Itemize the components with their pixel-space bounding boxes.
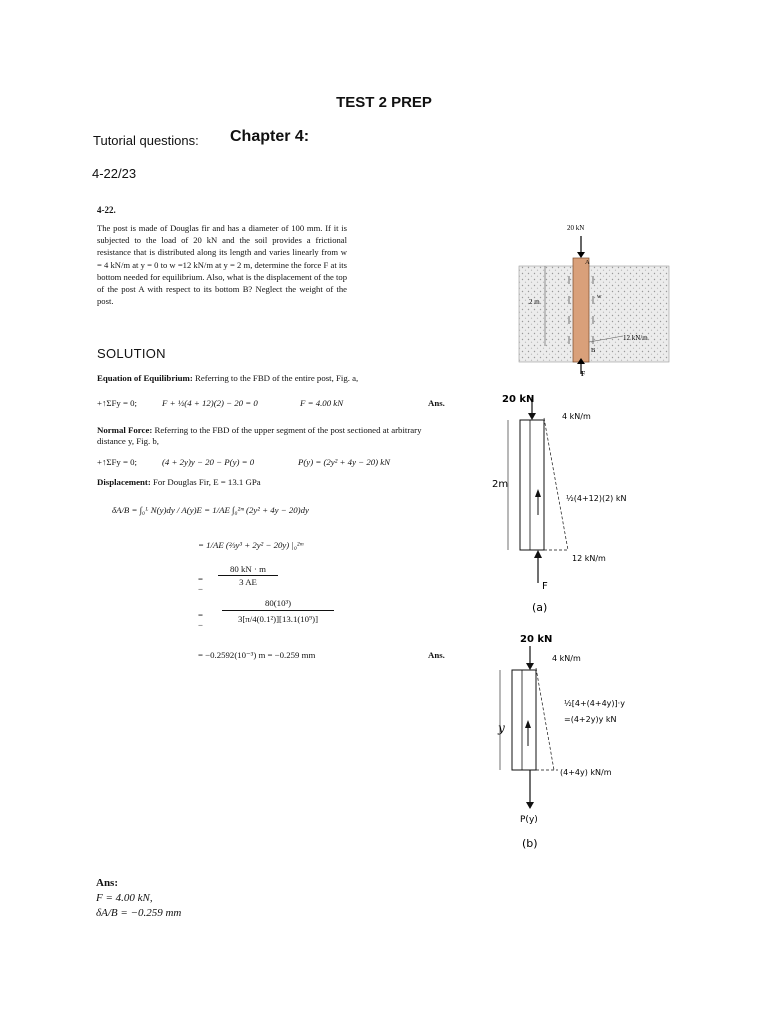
post-length-label: 2 m — [529, 298, 540, 306]
page-title: TEST 2 PREP — [336, 94, 432, 111]
fbd-b-figure — [490, 628, 710, 858]
fbd-b-label-p: P(y) — [520, 815, 538, 825]
fbd-b-resultant-1: ½[4+(4+4y)]·y — [564, 699, 625, 708]
tutorial-label: Tutorial questions: — [93, 133, 199, 148]
final-answer — [96, 876, 181, 921]
eq1-result: F = 4.00 kN — [300, 398, 344, 408]
fbd-a-label-f: F — [542, 581, 548, 592]
disp-eq-1: δA/B = ∫₀ᴸ N(y)dy / A(y)E = 1/AE ∫₀²ᵐ (2y² + 4y − 20)dy — [112, 505, 309, 515]
eq1-lhs: F + ½(4 + 12)(2) − 20 = 0 — [162, 398, 258, 408]
fbd-b-resultant-2: =(4+2y)y kN — [564, 715, 617, 724]
fbd-a-top-w: 4 kN/m — [562, 412, 591, 421]
eq1-sum: +↑ΣFy = 0; — [97, 398, 137, 408]
normal-force-intro — [97, 425, 447, 447]
disp-eq-2: = 1/AE (⅔y³ + 2y² − 20y) |₀²ᵐ — [198, 540, 304, 550]
normal-force-title: Normal Force: — [97, 425, 153, 435]
disp-eq-3-den: 3 AE — [218, 575, 278, 587]
fbd-a-caption: (a) — [532, 601, 548, 614]
fbd-a-length: 2m — [492, 479, 509, 490]
post-label-f: F — [581, 370, 586, 378]
disp-eq-4-den: 3[π/4(0.1²)][13.1(10⁹)] — [222, 610, 334, 624]
post-label-a: A — [585, 259, 590, 266]
fbd-b-top-w: 4 kN/m — [552, 654, 581, 663]
post — [573, 258, 589, 362]
ans-label-2: Ans. — [428, 650, 445, 660]
ans-label-1: Ans. — [428, 398, 445, 408]
post-label-b: B — [591, 347, 596, 354]
chapter-heading: Chapter 4: — [230, 128, 310, 145]
equilibrium-intro — [97, 373, 358, 383]
equilibrium-text: Referring to the FBD of the entire post, Fig. a, — [195, 373, 359, 383]
displacement-title: Displacement: — [97, 477, 151, 487]
normal-force-text: Referring to the FBD of the upper segment of the post sectioned at arbitrary distance y, Fig. b, — [97, 425, 422, 446]
post-load-label: 20 kN — [567, 224, 585, 232]
problem-range: 4-22/23 — [92, 166, 137, 181]
fbd-b-load-label: 20 kN — [520, 634, 553, 645]
fbd-a-bottom-w: 12 kN/m — [572, 554, 606, 563]
post-figure — [515, 218, 675, 378]
disp-eq-3-num: 80 kN · m — [230, 564, 266, 574]
post-label-w: w — [597, 293, 602, 300]
solution-heading: SOLUTION — [97, 346, 166, 361]
final-answer-label: Ans: — [96, 877, 119, 889]
fbd-b-bottom-w: (4+4y) kN/m — [560, 768, 612, 777]
eq2-result: P(y) = (2y² + 4y − 20) kN — [298, 457, 391, 467]
final-answer-f: F = 4.00 kN, — [96, 892, 153, 904]
displacement-text: For Douglas Fir, E = 13.1 GPa — [152, 477, 261, 487]
problem-number: 4-22. — [97, 205, 116, 215]
displacement-intro — [97, 477, 261, 487]
fbd-a-load-label: 20 kN — [502, 394, 535, 405]
eq2-sum: +↑ΣFy = 0; — [97, 457, 137, 467]
post-dist-label: 12 kN/m — [623, 334, 648, 342]
fbd-a-resultant: ½(4+12)(2) kN — [566, 494, 627, 503]
fbd-b-caption: (b) — [522, 837, 538, 850]
fbd-b-label-y: y — [498, 721, 505, 735]
equilibrium-title: Equation of Equilibrium: — [97, 373, 193, 383]
problem-statement: The post is made of Douglas fir and has a diameter of 100 mm. If it is subjected to the load of 20 kN and the soil provides a frictional resistance that is distributed along its length and varies linearly from w = 4 kN/m at y = 0 to w =12 kN/m at y = 2 m, determine the force F at its bottom needed for equilibrium. Also, what is the displacement of the top of the post A with respect to its bottom B? Neglect the weight of the post. — [97, 223, 347, 307]
disp-eq-4-num: 80(10³) — [264, 598, 292, 608]
disp-eq-5: = −0.2592(10⁻³) m = −0.259 mm — [198, 650, 316, 660]
final-answer-delta: δA/B = −0.259 mm — [96, 907, 182, 919]
fbd-a-figure — [490, 385, 690, 615]
eq2-lhs: (4 + 2y)y − 20 − P(y) = 0 — [162, 457, 255, 467]
